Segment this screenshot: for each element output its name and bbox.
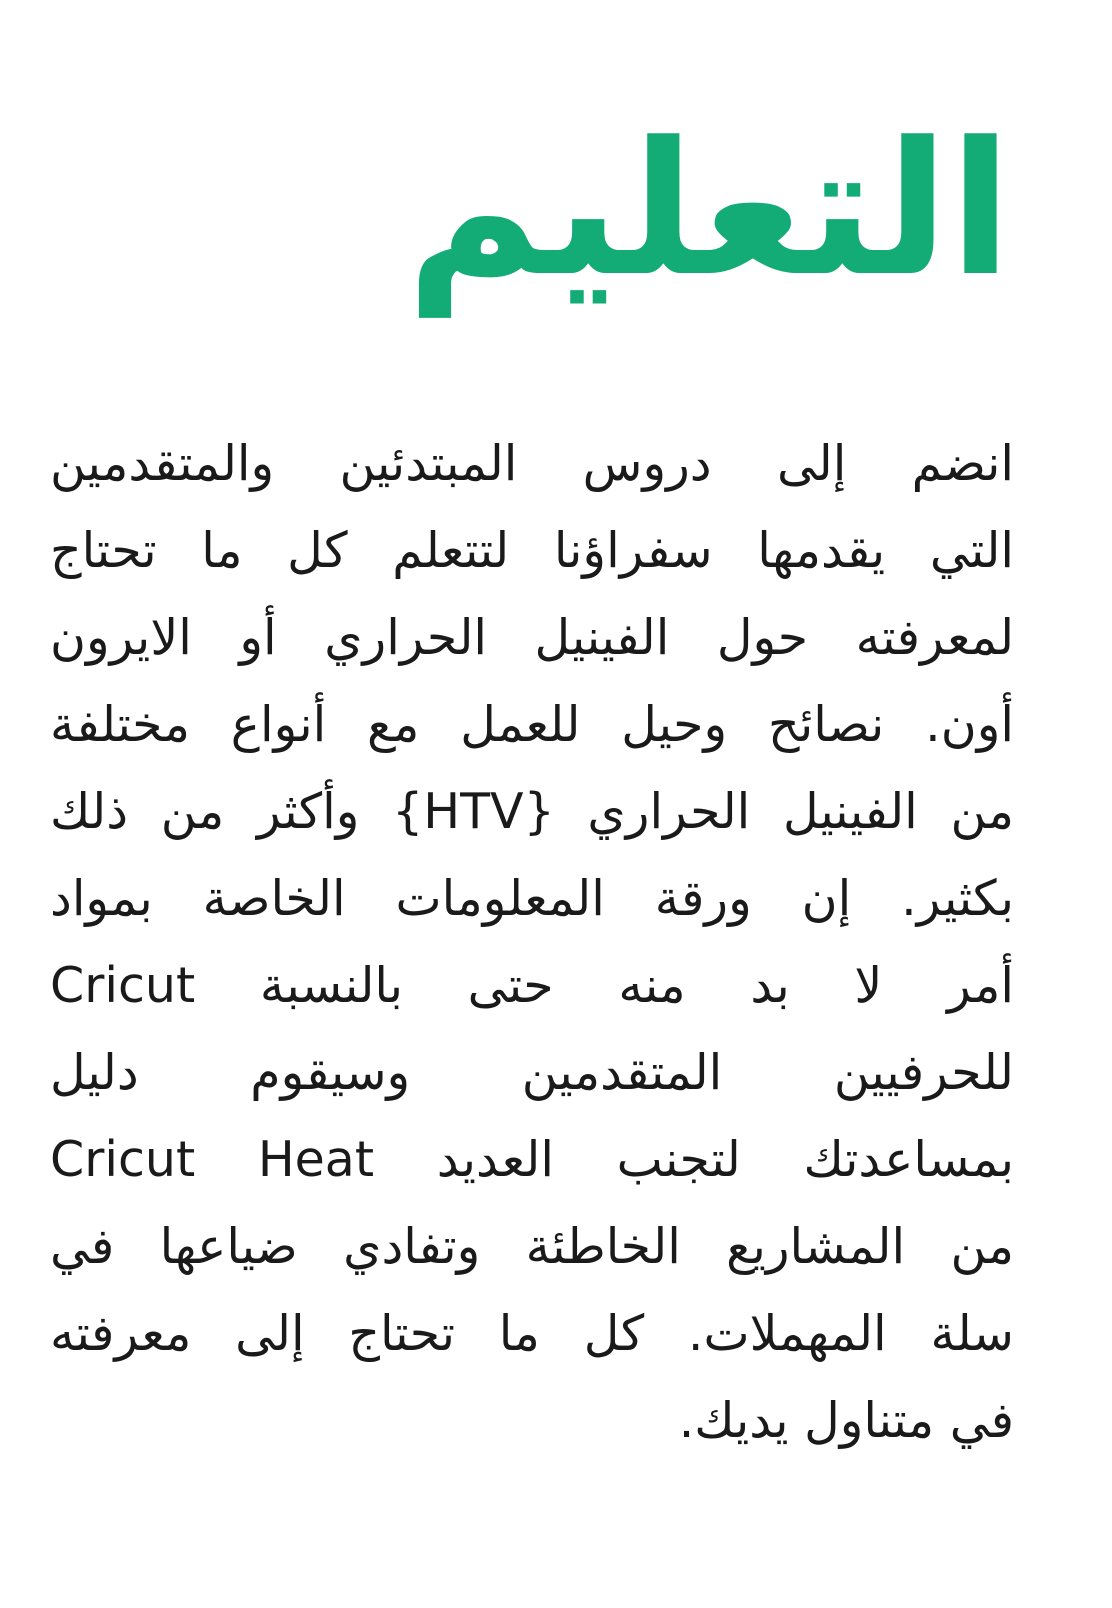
paragraph-line: انضم إلى دروس المبتدئين والمتقدمين	[50, 435, 1014, 492]
paragraph-line: لمعرفته حول الفينيل الحراري أو الايرون	[50, 609, 1014, 666]
paragraph-line: بكثير. إن ورقة المعلومات الخاصة بمواد	[50, 870, 1014, 927]
body-paragraph	[50, 420, 1014, 1464]
paragraph-line: التي يقدمها سفراؤنا لتتعلم كل ما تحتاج	[50, 522, 1014, 579]
paragraph-line: للحرفيين المتقدمين وسيقوم دليل	[50, 1044, 1014, 1101]
paragraph-line: Cricut أمر لا بد منه حتى بالنسبة	[50, 957, 1014, 1014]
paragraph-line: سلة المهملات. كل ما تحتاج إلى معرفته	[50, 1305, 1014, 1362]
paragraph-line: أون. نصائح وحيل للعمل مع أنواع مختلفة	[50, 696, 1014, 753]
paragraph-line: من المشاريع الخاطئة وتفادي ضياعها في	[50, 1218, 1014, 1275]
page-title: التعليم	[406, 103, 1012, 317]
paragraph-line: Cricut Heat بمساعدتك لتجنب العديد	[50, 1131, 1014, 1188]
paragraph-line: في متناول يديك.	[678, 1392, 1014, 1449]
paragraph-line: من الفينيل الحراري {HTV} وأكثر من ذلك	[50, 783, 1014, 840]
